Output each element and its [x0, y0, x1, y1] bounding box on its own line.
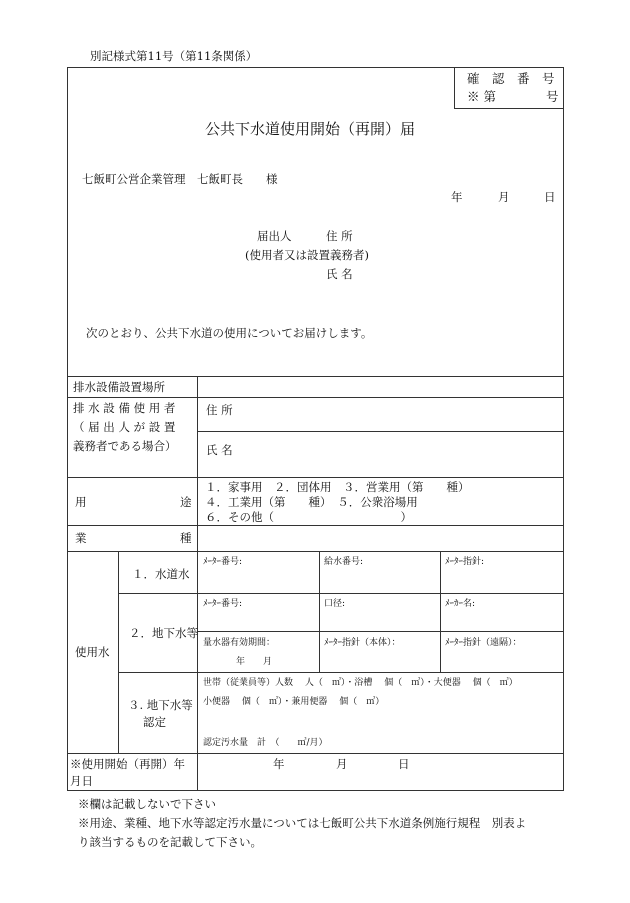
usage-option-line3[interactable]: ６．その他（ ）: [205, 510, 412, 524]
tap-supply-number[interactable]: 給水番号:: [324, 557, 364, 567]
form-number: 別記様式第11号（第11条関係）: [90, 49, 258, 63]
location-field[interactable]: [199, 378, 561, 396]
user-label-3: 義務者である場合）: [73, 439, 177, 453]
applicant-address-label: 住 所: [326, 229, 353, 243]
confirm-number-field: ※ 第 号: [467, 89, 559, 104]
form-title: 公共下水道使用開始（再開）届: [205, 120, 416, 138]
applicant-name-label: 氏 名: [326, 267, 353, 281]
footnote-2a: ※用途、業種、地下水等認定汚水量については七飯町公共下水道条例施行規程 別表よ: [78, 816, 527, 830]
statement: 次のとおり、公共下水道の使用についてお届けします。: [86, 326, 373, 340]
footnote-1: ※欄は記載しないで下さい: [78, 797, 216, 811]
footnote-2b: り該当するものを記載して下さい。: [78, 835, 262, 849]
user-name-label: 氏 名: [206, 443, 233, 457]
certified-label-1: ３. 地下水等: [128, 698, 193, 712]
start-date-label-2: 月日: [70, 774, 93, 788]
usage-option-line1[interactable]: １．家事用 ２．団体用 ３．営業用（第 種）: [205, 480, 470, 494]
start-date-month[interactable]: 月: [336, 757, 348, 771]
user-label-2: （ 届 出 人 が 設 置: [73, 420, 176, 434]
tap-meter-number[interactable]: ﾒｰﾀｰ番号:: [203, 557, 243, 567]
usage-label-a: 用: [75, 495, 87, 509]
user-address-label: 住 所: [206, 403, 233, 417]
ground-meter-number[interactable]: ﾒｰﾀｰ番号:: [203, 599, 243, 609]
start-date-day[interactable]: 日: [398, 757, 410, 771]
date-day: 日: [544, 190, 556, 204]
tap-water-label: １．水道水: [132, 567, 190, 581]
applicant-note: (使用者又は設置義務者): [245, 248, 369, 262]
usage-label-b: 途: [180, 495, 192, 509]
water-use-label: 使用水: [75, 645, 110, 659]
tap-meter-reading[interactable]: ﾒｰﾀｰ指針:: [445, 557, 485, 567]
applicant-label: 届出人: [257, 229, 292, 243]
date-month: 月: [498, 190, 510, 204]
ground-validity-year-month: 年 月: [236, 657, 273, 667]
start-date-label-1: ※使用開始（再開）年: [70, 757, 185, 771]
confirm-number-label: 確 認 番 号: [467, 71, 555, 86]
usage-option-line2[interactable]: ４．工業用（第 種） ５．公衆浴場用: [205, 495, 418, 509]
certified-sewage-total[interactable]: 認定汚水量 計 （ ㎥/月）: [203, 738, 328, 748]
ground-maker[interactable]: ﾒｰｶｰ名:: [445, 599, 476, 609]
addressee: 七飯町公営企業管理 七飯町長 様: [82, 172, 278, 186]
groundwater-label: ２．地下水等: [129, 626, 198, 640]
ground-meter-validity[interactable]: 量水器有効期間：: [203, 638, 276, 648]
location-label: 排水設備設置場所: [73, 380, 165, 394]
certified-label-2: 認定: [143, 715, 166, 729]
industry-label-a: 業: [75, 531, 87, 545]
certified-line-1[interactable]: 世帯（従業員等）人数 人（ ㎥）・浴槽 個（ ㎥）・大便器 個（ ㎥）: [203, 678, 518, 688]
date-year: 年: [451, 190, 463, 204]
start-date-year[interactable]: 年: [273, 757, 285, 771]
ground-reading-remote[interactable]: ﾒｰﾀｰ指針（遠隔）：: [445, 638, 522, 648]
ground-reading-body[interactable]: ﾒｰﾀｰ指針（本体）：: [324, 638, 401, 648]
user-label-1: 排 水 設 備 使 用 者: [73, 401, 176, 415]
ground-diameter[interactable]: 口径:: [324, 599, 346, 609]
certified-line-2[interactable]: 小便器 個（ ㎥）・兼用便器 個（ ㎥）: [203, 697, 385, 707]
industry-label-b: 種: [180, 531, 192, 545]
